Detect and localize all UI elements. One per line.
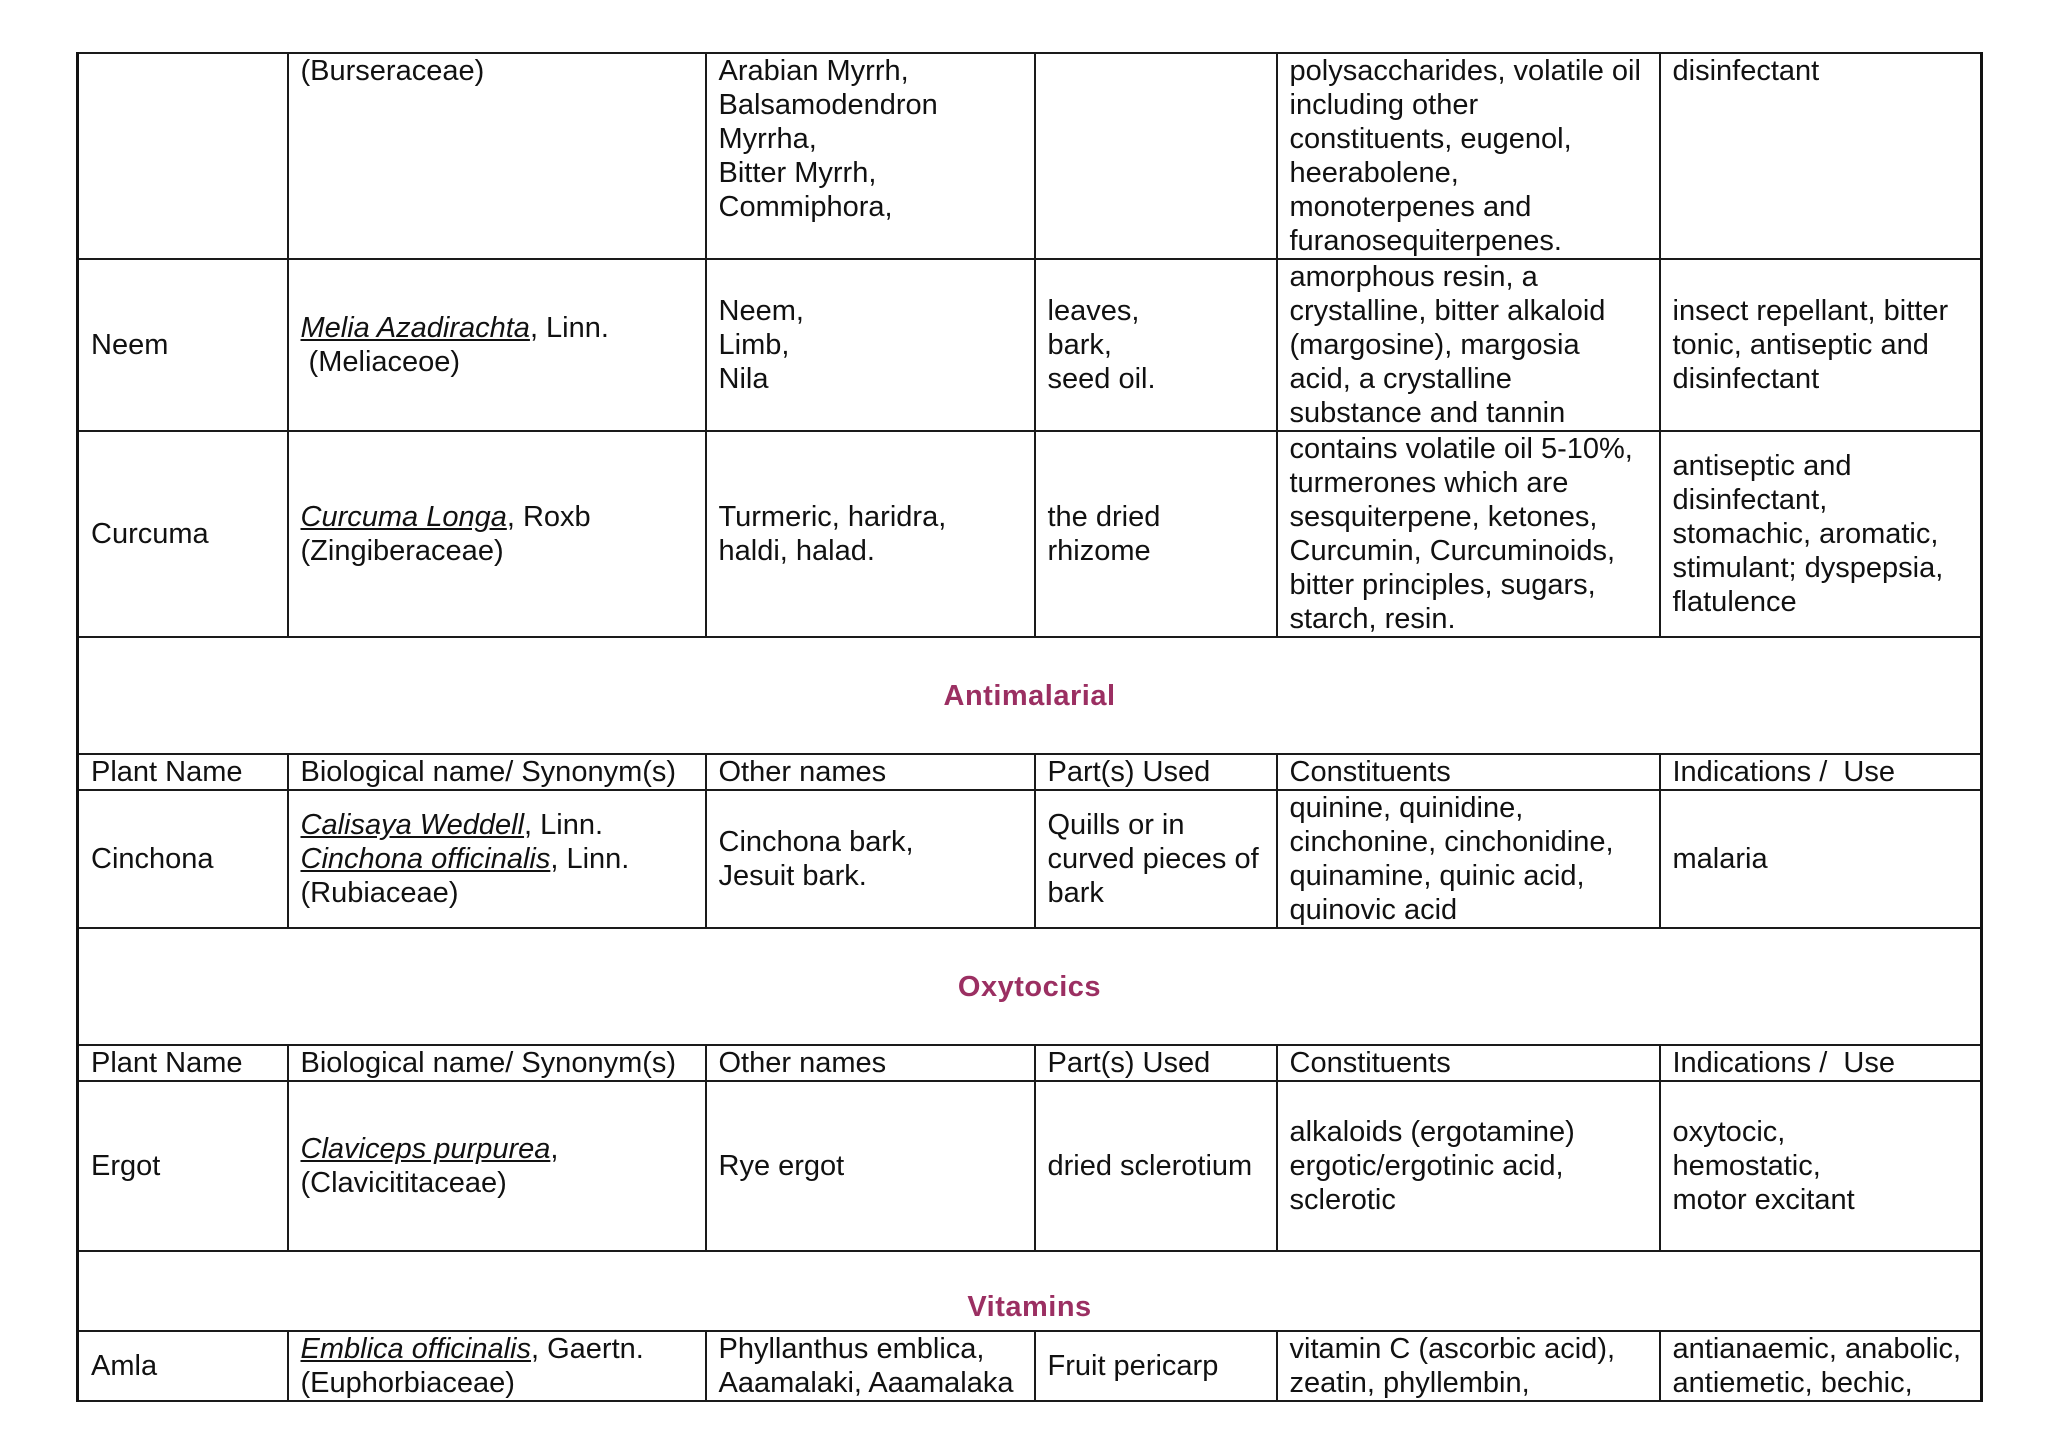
column-header: Constituents [1277, 754, 1660, 790]
other-names-cell: Phyllanthus emblica, Aaamalaki, Aaamalaka [706, 1331, 1035, 1401]
plant-name-cell: Cinchona [78, 790, 288, 928]
parts-used-cell [1035, 53, 1277, 259]
constituents-cell: amorphous resin, a crystalline, bitter alkaloid (margosine), margosia acid, a crystalline substance and tannin [1277, 259, 1660, 431]
table-row [78, 431, 1982, 637]
bio-name-cell: Curcuma Longa, Roxb (Zingiberaceae) [288, 431, 706, 637]
header-row [78, 754, 1982, 790]
column-header: Plant Name [78, 1045, 288, 1081]
parts-used-cell: Fruit pericarp [1035, 1331, 1277, 1401]
column-header: Other names [706, 754, 1035, 790]
uses-cell: insect repellant, bitter tonic, antiseptic and disinfectant [1660, 259, 1982, 431]
column-header: Indications / Use [1660, 1045, 1982, 1081]
bio-name-cell: Calisaya Weddell, Linn. Cinchona officinalis, Linn. (Rubiaceae) [288, 790, 706, 928]
plant-name-cell [78, 53, 288, 259]
parts-used-cell: leaves, bark, seed oil. [1035, 259, 1277, 431]
bio-name-cell: Melia Azadirachta, Linn. (Meliaceoe) [288, 259, 706, 431]
header-row [78, 1045, 1982, 1081]
table-row [78, 1331, 1982, 1401]
plant-name-cell: Neem [78, 259, 288, 431]
uses-cell: antianaemic, anabolic, antiemetic, bechic, [1660, 1331, 1982, 1401]
bio-name-cell: (Burseraceae) [288, 53, 706, 259]
other-names-cell: Turmeric, haridra, haldi, halad. [706, 431, 1035, 637]
constituents-cell: vitamin C (ascorbic acid), zeatin, phyllembin, [1277, 1331, 1660, 1401]
other-names-cell: Cinchona bark, Jesuit bark. [706, 790, 1035, 928]
other-names-cell: Rye ergot [706, 1081, 1035, 1251]
constituents-cell: contains volatile oil 5-10%, turmerones which are sesquiterpene, ketones, Curcumin, Curcuminoids, bitter principles, sugars, starch, resin. [1277, 431, 1660, 637]
column-header: Other names [706, 1045, 1035, 1081]
parts-used-cell: Quills or in curved pieces of bark [1035, 790, 1277, 928]
plant-name-cell: Amla [78, 1331, 288, 1401]
herbal-table [76, 52, 1983, 1402]
section-heading-oxytocics: Oxytocics [78, 928, 1982, 1045]
other-names-cell: Neem, Limb, Nila [706, 259, 1035, 431]
parts-used-cell: the dried rhizome [1035, 431, 1277, 637]
column-header: Indications / Use [1660, 754, 1982, 790]
column-header: Constituents [1277, 1045, 1660, 1081]
bio-name-cell: Emblica officinalis, Gaertn. (Euphorbiaceae) [288, 1331, 706, 1401]
section-heading-vitamins: Vitamins [78, 1251, 1982, 1331]
plant-name-cell: Curcuma [78, 431, 288, 637]
uses-cell: antiseptic and disinfectant, stomachic, aromatic, stimulant; dyspepsia, flatulence [1660, 431, 1982, 637]
uses-cell: oxytocic, hemostatic, motor excitant [1660, 1081, 1982, 1251]
section-row [78, 928, 1982, 1045]
table-row [78, 259, 1982, 431]
bio-name-cell: Claviceps purpurea, (Clavicititaceae) [288, 1081, 706, 1251]
column-header: Part(s) Used [1035, 1045, 1277, 1081]
constituents-cell: alkaloids (ergotamine) ergotic/ergotinic acid, sclerotic [1277, 1081, 1660, 1251]
other-names-cell: Arabian Myrrh, Balsamodendron Myrrha, Bitter Myrrh, Commiphora, [706, 53, 1035, 259]
section-row [78, 637, 1982, 754]
document-page [76, 52, 1980, 1402]
column-header: Biological name/ Synonym(s) [288, 754, 706, 790]
section-row [78, 1251, 1982, 1331]
uses-cell: disinfectant [1660, 53, 1982, 259]
constituents-cell: polysaccharides, volatile oil including other constituents, eugenol, heerabolene, monoterpenes and furanosequiterpenes. [1277, 53, 1660, 259]
section-heading-antimalarial: Antimalarial [78, 637, 1982, 754]
column-header: Biological name/ Synonym(s) [288, 1045, 706, 1081]
parts-used-cell: dried sclerotium [1035, 1081, 1277, 1251]
table-row [78, 790, 1982, 928]
table-row [78, 53, 1982, 259]
plant-name-cell: Ergot [78, 1081, 288, 1251]
uses-cell: malaria [1660, 790, 1982, 928]
column-header: Plant Name [78, 754, 288, 790]
table-row [78, 1081, 1982, 1251]
constituents-cell: quinine, quinidine, cinchonine, cinchonidine, quinamine, quinic acid, quinovic acid [1277, 790, 1660, 928]
column-header: Part(s) Used [1035, 754, 1277, 790]
